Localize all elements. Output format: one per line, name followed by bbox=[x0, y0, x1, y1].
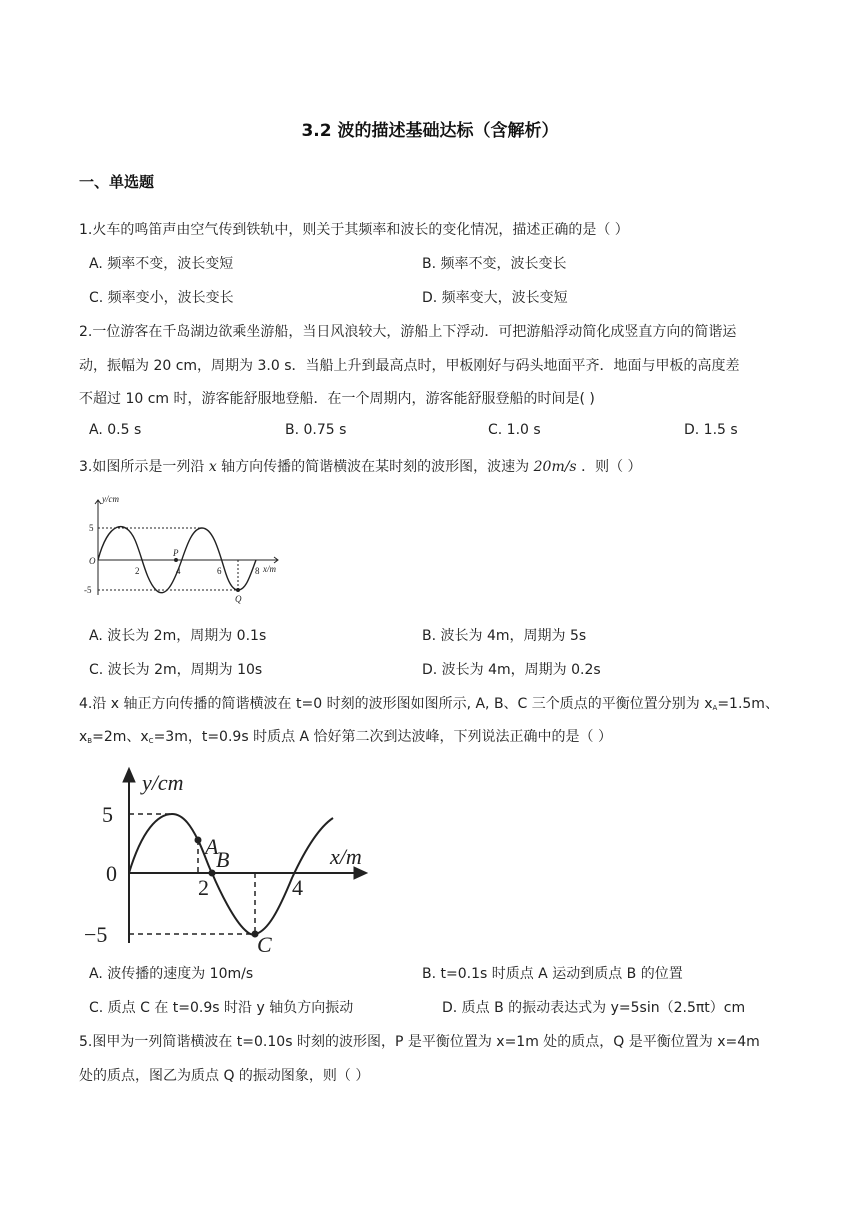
q4-x-label: x/m bbox=[330, 844, 362, 869]
q3-point-p-label: P bbox=[173, 548, 179, 558]
question-1-option-d: D. 频率变大，波长变短 bbox=[422, 290, 568, 306]
section-heading: 一、单选题 bbox=[79, 173, 155, 191]
question-4-sub-c: C bbox=[148, 737, 154, 745]
question-2-option-c: C. 1.0 s bbox=[488, 422, 541, 438]
q3-x-tick-8: 8 bbox=[255, 566, 260, 576]
q4-y-tick-0: 0 bbox=[106, 861, 117, 886]
page-title: 3.2 波的描述基础达标（含解析） bbox=[301, 121, 559, 141]
q3-x-tick-4: 4 bbox=[176, 566, 181, 576]
question-4-option-d: D. 质点 B 的振动表达式为 y=5sin（2.5πt）cm bbox=[442, 1000, 746, 1016]
question-3-wave-figure bbox=[80, 490, 290, 605]
question-1-stem: 1.火车的鸣笛声由空气传到铁轨中，则关于其频率和波长的变化情况，描述正确的是（ ） bbox=[79, 222, 629, 238]
question-4-wave-figure bbox=[80, 760, 380, 960]
q4-y-tick-5: 5 bbox=[102, 802, 113, 827]
question-3-stem-part-1: 3.如图所示是一列沿 bbox=[79, 459, 209, 475]
q3-origin-label: O bbox=[89, 556, 96, 566]
q4-point-b-dot bbox=[209, 870, 216, 877]
q4-point-a-label: A bbox=[205, 834, 219, 859]
q3-point-q-dot bbox=[236, 588, 240, 592]
question-4-stem-part-2: =1.5m、 bbox=[717, 696, 779, 712]
question-1-option-b: B. 频率不变，波长变长 bbox=[422, 256, 567, 272]
question-3-option-b: B. 波长为 4m，周期为 5s bbox=[422, 628, 587, 644]
question-4-option-b: B. t=0.1s 时质点 A 运动到质点 B 的位置 bbox=[422, 966, 683, 982]
question-1-option-a: A. 频率不变，波长变短 bbox=[89, 256, 234, 272]
q3-y-label: y/cm bbox=[102, 494, 119, 504]
question-4-sub-b: B bbox=[87, 737, 93, 745]
q3-point-p-dot bbox=[174, 558, 178, 562]
question-4-option-a: A. 波传播的速度为 10m/s bbox=[89, 966, 254, 982]
question-4-stem-part-4: =3m，t=0.9s 时质点 A 恰好第二次到达波峰，下列说法正确中的是（ ） bbox=[153, 729, 612, 745]
question-2-option-b: B. 0.75 s bbox=[285, 422, 347, 438]
question-2-stem-line-3: 不超过 10 cm 时，游客能舒服地登船．在一个周期内，游客能舒服登船的时间是( ) bbox=[79, 391, 595, 407]
question-4-option-c: C. 质点 C 在 t=0.9s 时沿 y 轴负方向振动 bbox=[89, 1000, 354, 1016]
question-4-stem-part-1: 4.沿 x 轴正方向传播的简谐横波在 t=0 时刻的波形图如图所示, A, B、C 三个质点的平衡位置分别为 x bbox=[79, 696, 713, 712]
q4-y-label: y/cm bbox=[142, 770, 184, 795]
q3-y-tick-5: 5 bbox=[89, 523, 94, 533]
question-2-stem-line-1: 2.一位游客在千岛湖边欲乘坐游船，当日风浪较大，游船上下浮动．可把游船浮动简化成竖直方向的简谐运 bbox=[79, 324, 737, 340]
q3-x-tick-2: 2 bbox=[135, 566, 140, 576]
question-3-stem-part-3: ．则（ ） bbox=[576, 459, 642, 475]
q4-point-c-label: C bbox=[257, 932, 272, 957]
question-3-var-x: x bbox=[208, 459, 217, 475]
question-1-option-c: C. 频率变小，波长变长 bbox=[89, 290, 234, 306]
question-3-stem bbox=[79, 456, 642, 476]
question-4-stem-x: x bbox=[79, 729, 88, 745]
question-2-option-a: A. 0.5 s bbox=[89, 422, 142, 438]
question-3-option-d: D. 波长为 4m，周期为 0.2s bbox=[422, 662, 601, 678]
question-2-option-d: D. 1.5 s bbox=[684, 422, 738, 438]
q3-x-label: x/m bbox=[263, 564, 276, 574]
question-4-sub-a: A bbox=[712, 704, 718, 712]
question-3-stem-part-2: 轴方向传播的简谐横波在某时刻的波形图，波速为 bbox=[216, 459, 534, 475]
question-2-stem-line-2: 动，振幅为 20 cm，周期为 3.0 s．当船上升到最高点时，甲板刚好与码头地面平齐．地面与甲板的高度差 bbox=[79, 358, 740, 374]
q4-y-arrow bbox=[123, 768, 135, 782]
question-4-stem-line-2 bbox=[79, 726, 612, 746]
q3-x-tick-6: 6 bbox=[217, 566, 222, 576]
q4-x-tick-4: 4 bbox=[292, 875, 303, 900]
question-5-stem-line-2: 处的质点，图乙为质点 Q 的振动图象，则（ ） bbox=[79, 1068, 370, 1084]
q4-y-tick-neg5: −5 bbox=[84, 922, 108, 947]
question-4-stem-part-3: =2m、x bbox=[92, 729, 149, 745]
q3-point-q-label: Q bbox=[235, 594, 242, 604]
question-3-option-c: C. 波长为 2m，周期为 10s bbox=[89, 662, 263, 678]
question-3-wave-speed: 20m/s bbox=[533, 459, 577, 475]
q3-y-tick-neg5: -5 bbox=[84, 585, 92, 595]
q4-point-b-label: B bbox=[216, 847, 230, 872]
q4-point-a-dot bbox=[195, 837, 202, 844]
question-3-option-a: A. 波长为 2m，周期为 0.1s bbox=[89, 628, 267, 644]
question-4-stem-line-1 bbox=[79, 693, 779, 713]
q4-x-tick-2: 2 bbox=[198, 875, 209, 900]
question-5-stem-line-1: 5.图甲为一列简谐横波在 t=0.10s 时刻的波形图，P 是平衡位置为 x=1m 处的质点，Q 是平衡位置为 x=4m bbox=[79, 1034, 760, 1050]
